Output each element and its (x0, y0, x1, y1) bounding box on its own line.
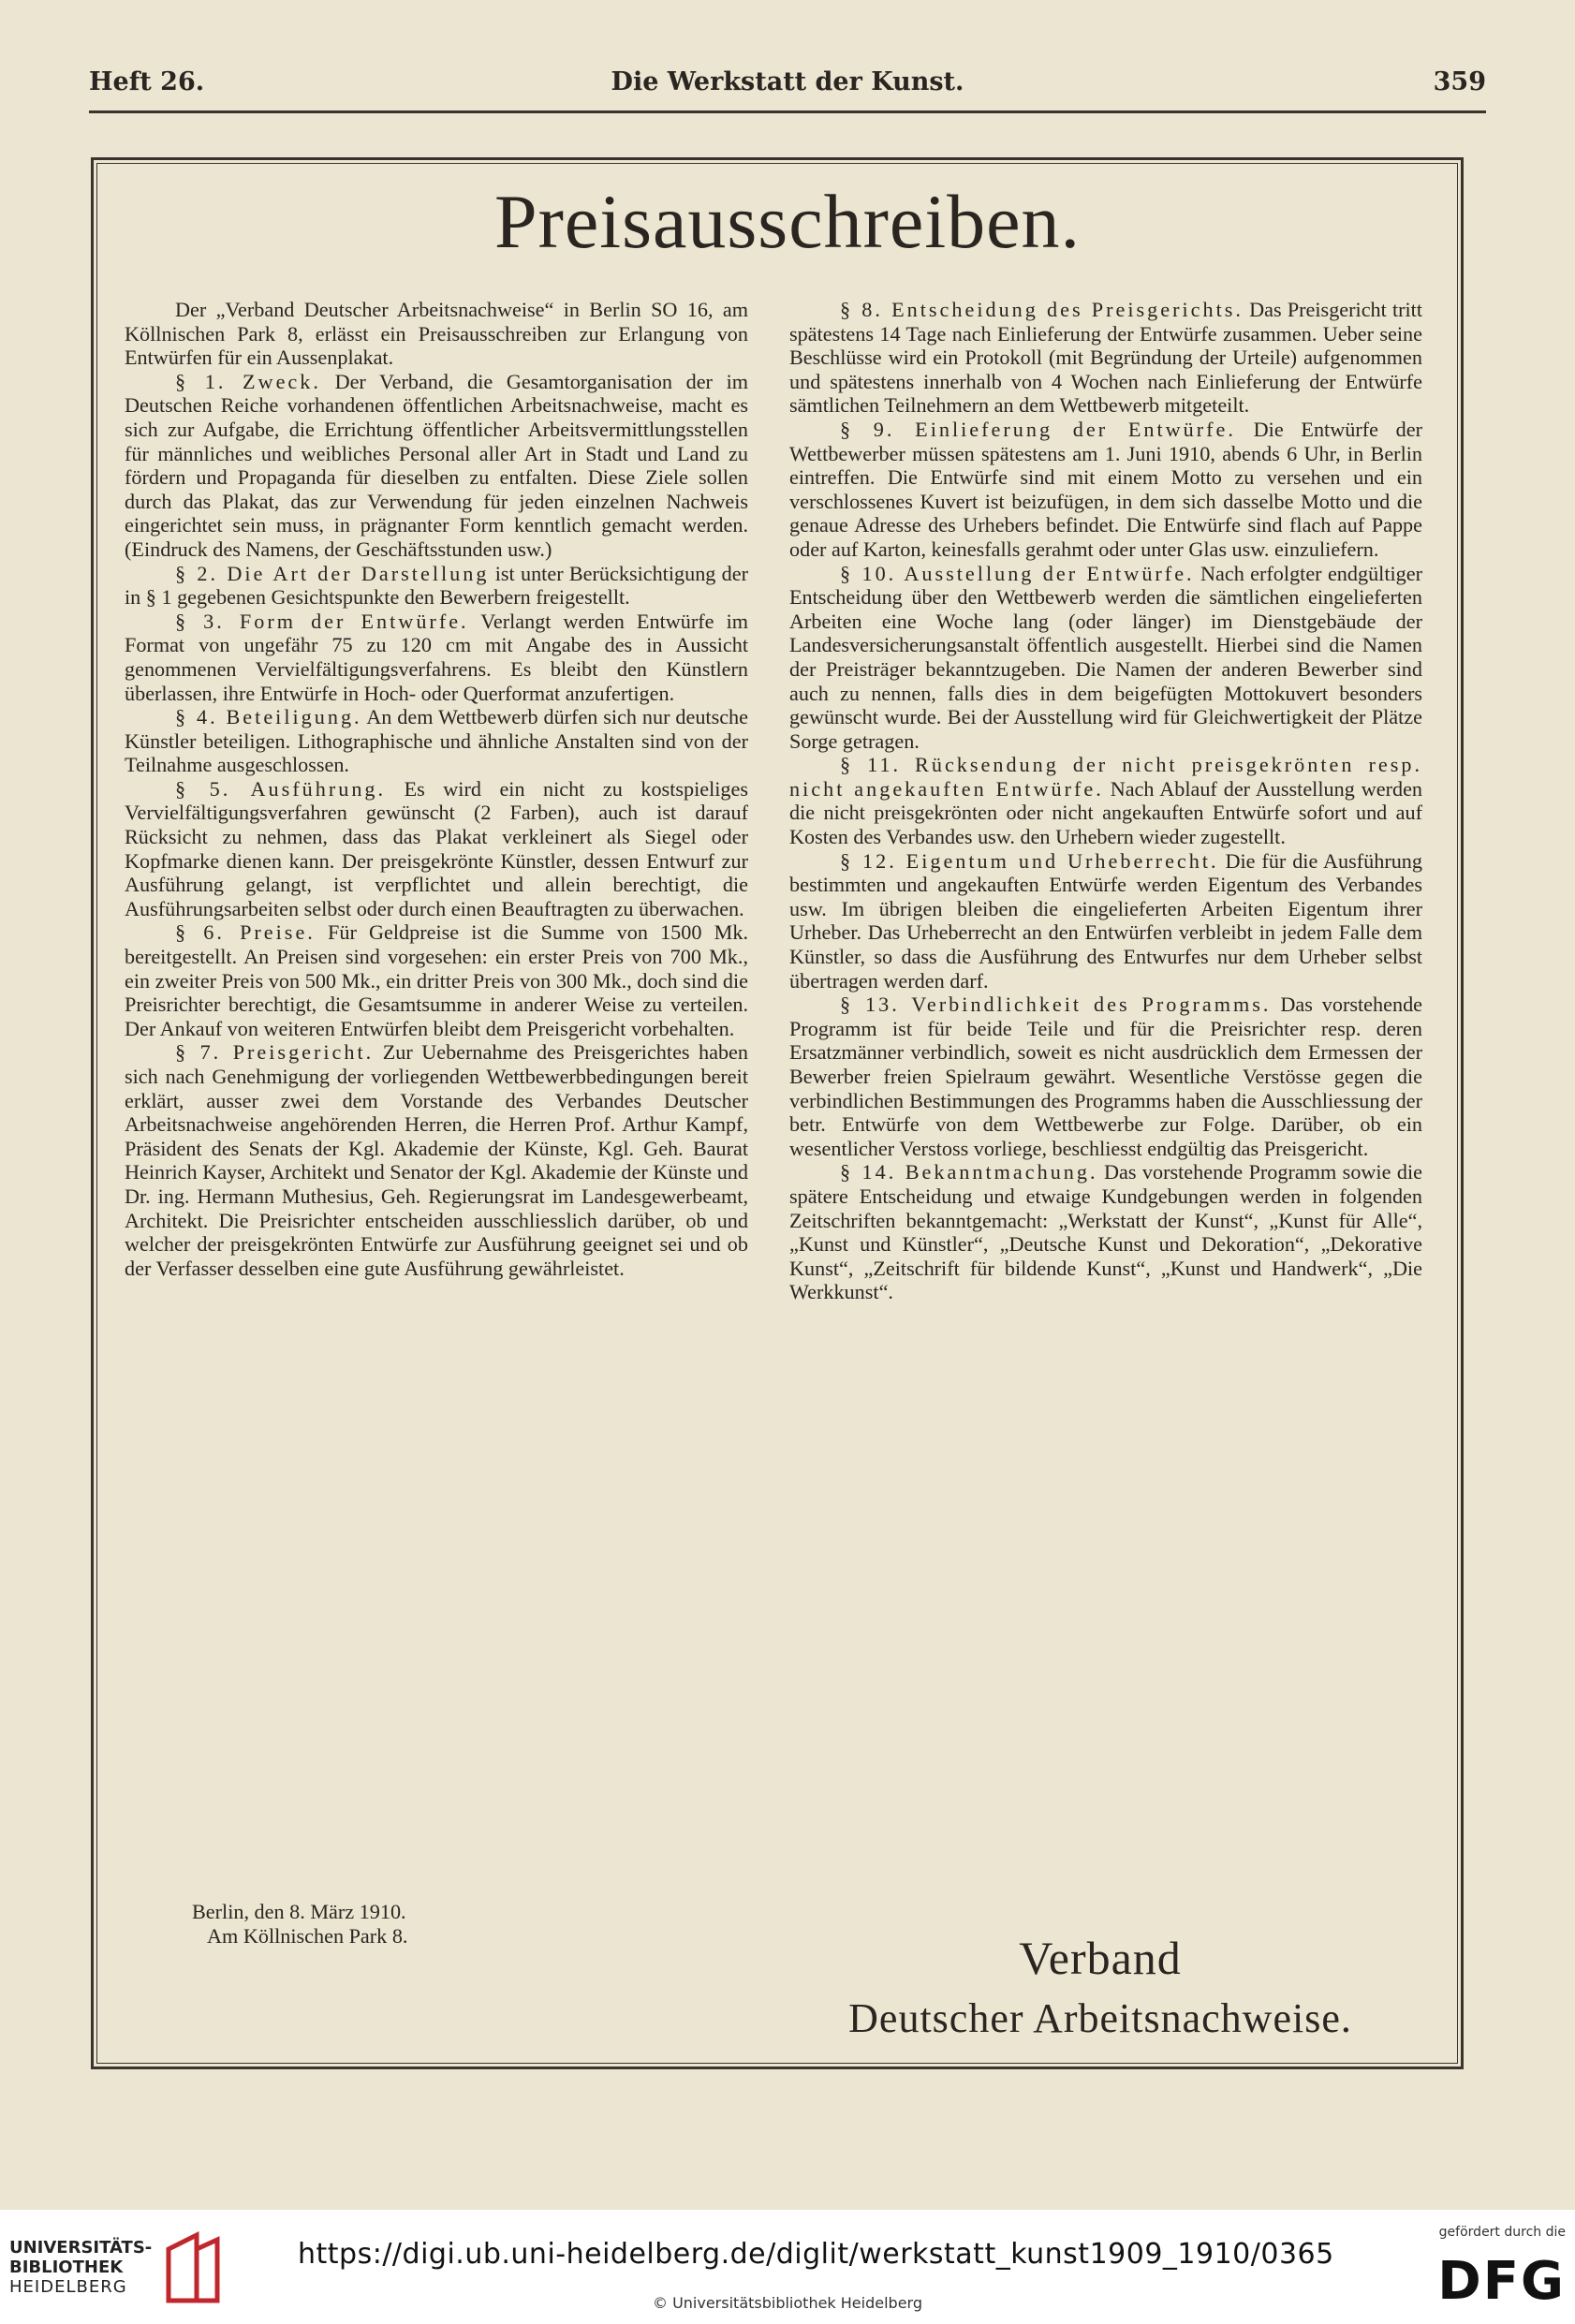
section-heading: § 11. Rücksendung der nicht preisgekrönten resp. nicht angekauften Entwürfe. (789, 753, 1422, 801)
section-text: Die Entwürfe der Wettbewerber müssen spätestens am 1. Juni 1910, abends 6 Uhr, in Berlin eintreffen. Die Entwürfe sind mit einem Motto zu versehen und ein verschlossenes Kuvert ist beizufügen, in dem sich dasselbe Motto und die genaue Adresse des Urhebers befindet. Die Entwürfe sind flach auf Pappe oder auf Karton, keinesfalls gerahmt oder unter Glas usw. einzuliefern. (789, 417, 1423, 561)
left-column-paragraph (125, 1040, 748, 1280)
section-heading: § 5. Ausführung. (175, 776, 387, 801)
running-head (89, 67, 1486, 105)
library-name-line-1: UNIVERSITÄTS- (9, 2238, 153, 2258)
right-column-paragraph (789, 993, 1422, 1160)
section-heading: § 3. Form der Entwürfe. (175, 609, 469, 633)
section-text: Das vorstehende Programm ist für beide Teile und für die Preisrichter resp. deren Ersatzmänner verbindlich, soweit es nicht ausdrücklich dem Ermessen der Bewerber freien Spielraum gewährt. Wesentliche Verstösse gegen die verbindlichen Bestimmungen des Programms haben die Ausschliessung der betr. Entwürfe von dem Wettbewerbe zur Folge. Darüber, ob ein wesentlicher Verstoss vorliege, beschliesst endgültig das Preisgericht. (789, 993, 1423, 1160)
signature-line-1: Verband (1019, 1932, 1182, 1984)
right-column-paragraph (789, 418, 1422, 562)
section-heading: § 10. Ausstellung der Entwürfe. (840, 561, 1195, 585)
left-column-paragraph (125, 705, 748, 777)
viewer-footer (0, 2210, 1575, 2324)
section-heading: § 6. Preise. (175, 920, 316, 945)
right-column-paragraph (789, 1160, 1422, 1304)
dateline-address: Am Köllnischen Park 8. (207, 1924, 408, 1948)
signature-line-2: Deutscher Arbeitsnachweise. (848, 1995, 1352, 2041)
dfg-logo-icon[interactable]: DFG (1437, 2251, 1566, 2312)
section-text: Die für die Ausführung bestimmten und angekauften Entwürfe werden Eigentum des Verbandes usw. Im übrigen bleiben die eingelieferten Arbeiten Eigentum ihrer Urheber. Das Urheberrecht an den Entwürfen verbleibt in jedem Falle dem Künstler, so dass die Ausführung des Entwurfes nur dem Urheber selbst übertragen werden darf. (789, 848, 1422, 993)
section-text: Nach Ablauf der Ausstellung werden die nicht preisgekrönten oder nicht angekauften Entwürfe sofort und auf Kosten des Verbandes usw. den Urhebern wieder zugestellt. (789, 776, 1423, 849)
section-heading: § 8. Entscheidung des Preisgerichts. (840, 298, 1244, 321)
copyright-notice: © Universitätsbibliothek Heidelberg (652, 2294, 922, 2312)
section-text: Das vorstehende Programm sowie die spätere Entscheidung und etwaige Kundgebungen werden in folgenden Zeitschriften bekanntgemacht: „Werkstatt der Kunst“, „Kunst für Alle“, „Kunst und Künstler“, „Deutsche Kunst und Dekoration“, „Dekorative Kunst“, „Zeitschrift für bildende Kunst“, „Kunst und Handwerk“, „Die Werkkunst“. (789, 1160, 1422, 1304)
section-text: Der „Verband Deutscher Arbeitsnachweise“ in Berlin SO 16, am Köllnischen Park 8, erlässt ein Preisausschreiben zur Erlangung von Entwürfen für ein Aussenplakat. (125, 298, 748, 370)
section-heading: § 14. Bekanntmachung. (840, 1160, 1098, 1184)
right-column-paragraph (789, 849, 1422, 993)
issue-label: Heft 26. (89, 67, 205, 96)
section-text: Verlangt werden Entwürfe im Format von ungefähr 75 zu 120 cm mit Angabe des in Aussicht genommenen Vervielfältigungsverfahrens. Es bleibt den Künstlern überlassen, ihre Entwürfe in Hoch- oder Querformat anzufertigen. (125, 609, 748, 705)
left-column-paragraph (125, 777, 748, 921)
section-text: Zur Uebernahme des Preisgerichtes haben sich nach Genehmigung der vorliegenden Wettbewerbbedingungen bereit erklärt, ausser zwei dem Vorstande des Verbandes Deutscher Arbeitsnachweise angehörenden Herren, die Herren Prof. Arthur Kampf, Präsident des Senats der Kgl. Akademie der Künste, Kgl. Geh. Baurat Heinrich Kayser, Architekt und Senator der Kgl. Akademie der Künste und Dr. ing. Hermann Muthesius, Geh. Regierungsrat im Landesgewerbeamt, Architekt. Die Preisrichter entscheiden ausschliesslich darüber, ob und welcher der preisgekrönten Entwürfe zur Ausführung geeignet sei und ob der Verfasser desselben eine gute Ausführung gewährleistet. (125, 1040, 749, 1280)
library-name-line-3: HEIDELBERG (9, 2277, 127, 2297)
section-heading: § 9. Einlieferung der Entwürfe. (840, 417, 1236, 441)
left-column-paragraph (125, 298, 748, 370)
library-name-line-2: BIBLIOTHEK (9, 2258, 124, 2277)
section-heading: § 12. Eigentum und Urheberrecht. (840, 848, 1219, 873)
left-column-paragraph (125, 562, 748, 610)
section-heading: § 4. Beteiligung. (175, 705, 362, 729)
section-text: An dem Wettbewerb dürfen sich nur deutsche Künstler beteiligen. Lithographische und ähnliche Anstalten sind von der Teilnahme ausgeschlossen. (125, 705, 748, 777)
right-column-paragraph (789, 753, 1422, 848)
left-column-paragraph (125, 920, 748, 1040)
section-heading: § 13. Verbindlichkeit des Programms. (840, 993, 1272, 1017)
section-text: Es wird ein nicht zu kostspieliges Vervielfältigungsverfahren gewünscht (2 Farben), auch ist darauf Rücksicht zu nehmen, dass das Plakat verkleinert als Siegel oder Kopfmarke dienen kann. Der preisgekrönte Künstler, dessen Entwurf zur Ausführung gelangt, ist verpflichtet und allein berechtigt, die Ausführungsarbeiten selbst oder durch einen Beauftragten zu überwachen. (125, 776, 748, 920)
headline: Preisausschreiben. (494, 179, 1081, 264)
left-column-paragraph (125, 610, 748, 705)
section-heading: § 1. Zweck. (175, 369, 321, 393)
right-column (789, 298, 1422, 1304)
section-text: Das Preisgericht tritt spätestens 14 Tage nach Einlieferung der Entwürfe zusammen. Ueber seine Beschlüsse wird ein Protokoll (mit Begründung der Urteile) aufgenommen und spätestens innerhalb von 4 Wochen nach Einlieferung der Entwürfe sämtlichen Teilnehmern an dem Wettbewerb mitgeteilt. (789, 298, 1423, 418)
section-heading: § 7. Preisgericht. (175, 1040, 375, 1065)
page-number: 359 (1433, 67, 1486, 96)
funding-note: gefördert durch die (1438, 2225, 1566, 2240)
right-column-paragraph (789, 298, 1422, 418)
left-column (125, 298, 748, 1280)
section-text: Der Verband, die Gesamtorganisation der im Deutschen Reiche vorhandenen öffentlichen Arbeitsnachweise, macht es sich zur Aufgabe, die Errichtung öffentlicher Arbeitsvermittlungsstellen für männliches und weibliches Personal aller Art in Stadt und Land zu fördern und Propaganda für dieselben zu entfalten. Diese Ziele sollen durch das Plakat, das zur Verwendung für jeden einzelnen Nachweis eingerichtet sein muss, in prägnanter Form kenntlich gemacht werden. (Eindruck des Namens, der Geschäftsstunden usw.) (125, 369, 748, 561)
permalink-url[interactable]: https://digi.ub.uni-heidelberg.de/diglit/werkstatt_kunst1909_1910/0365 (298, 2238, 1334, 2271)
library-name[interactable] (9, 2238, 152, 2297)
section-text: Nach erfolgter endgültiger Entscheidung über den Wettbewerb werden die sämtlichen eingelieferten Arbeiten eine Woche lang (oder länger) im Dienstgebäude der Landesversicherungsanstalt öffentlich ausgestellt. Hierbei sind die Namen der Preisträger bekanntzugeben. Die Namen der anderen Bewerber sind auch zu nennen, falls dies in dem beigefügten Mottokuvert besonders gewünscht wurde. Bei der Ausstellung wird für Gleichwertigkeit der Plätze Sorge getragen. (789, 561, 1422, 753)
header-rule (89, 110, 1486, 113)
section-text: Für Geldpreise ist die Summe von 1500 Mk. bereitgestellt. An Preisen sind vorgesehen: ein erster Preis von 700 Mk., ein zweiter Preis von 500 Mk., ein dritter Preis von 300 Mk., doch sind die Preisrichter berechtigt, die Gesamtsumme in anderer Weise zu verteilen. Der Ankauf von weiteren Entwürfen bleibt dem Preisgericht vorbehalten. (125, 920, 748, 1040)
left-column-paragraph (125, 370, 748, 562)
journal-title: Die Werkstatt der Kunst. (611, 67, 964, 96)
section-heading: § 2. Die Art der Darstellung (175, 561, 490, 585)
dateline-city-date: Berlin, den 8. März 1910. (192, 1900, 406, 1923)
right-column-paragraph (789, 562, 1422, 754)
section-text: ist unter Berücksichtigung der in § 1 gegebenen Gesichtspunkte den Bewerbern freigestellt. (125, 561, 749, 610)
